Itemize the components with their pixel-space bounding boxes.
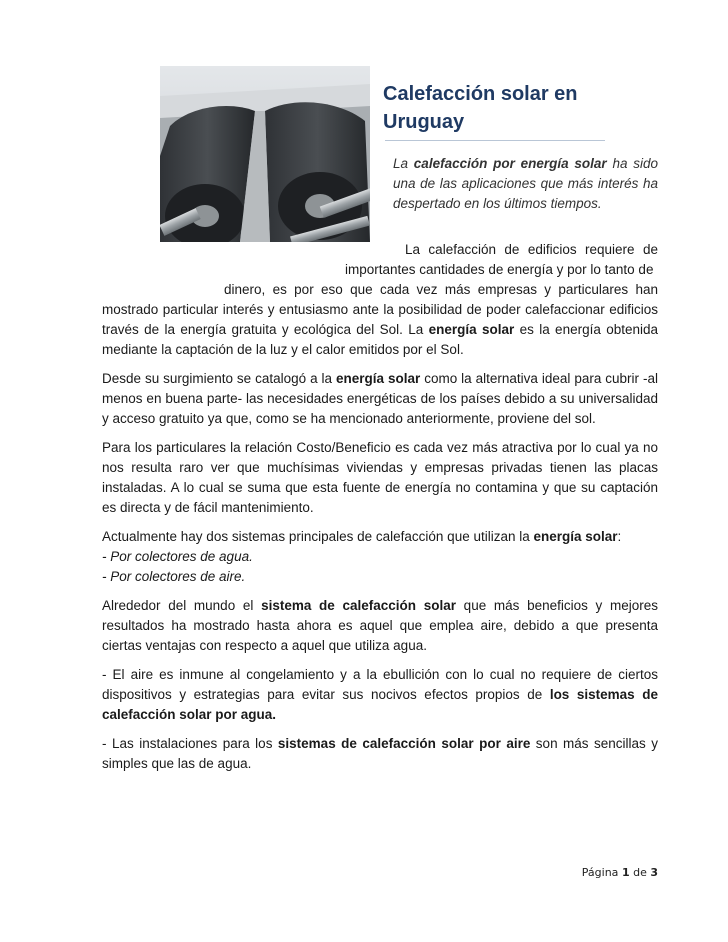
list-item: - Por colectores de agua. [102,549,253,564]
paragraph-1-first-line [345,240,658,280]
solar-collector-photo [160,66,370,242]
paragraph-2-bold: energía solar [336,371,421,386]
paragraph-6-bold: los sistemas de calefacción solar por agua. [102,687,658,722]
page-number [560,866,658,879]
paragraph-2-part-1: Desde su surgimiento se catalogó a la [102,371,337,386]
paragraph-4-bold: energía solar [533,529,618,544]
list-item: - Por colectores de aire. [102,569,246,584]
paragraph-4-part-2: : [617,529,622,544]
intro-prefix: La [393,156,414,171]
page-current: 1 [621,866,630,879]
paragraph-7-bold: sistemas de calefacción solar por aire [277,736,531,751]
paragraph-4-part-1: Actualmente hay dos sistemas principales de calefacción que utilizan la [102,529,534,544]
paragraph-6-part-1: - El aire es inmune al congelamiento y a la ebullición con lo cual no requiere de ciertos dispositivos y estrategias para evitar sus nocivos efectos propios de [102,667,658,702]
paragraph-1-bold: energía solar [428,322,515,337]
title-divider [385,140,605,141]
paragraph-2 [102,369,658,429]
paragraph-7 [102,734,658,774]
intro-suffix: ha sido una de las aplicaciones que más interés ha despertado en los últimos tiempos. [393,156,658,211]
paragraph-5-part-1: Alrededor del mundo el [102,598,262,613]
paragraph-1-body: dinero, es por eso que cada vez más empresas y particulares han mostrado particular interés y entusiasmo ante la posibilidad de poder calefaccionar edificios través de la energía gratuita y ecológica del Sol. La [102,282,658,337]
paragraph-1 [102,280,658,360]
paragraph-5-part-2: que más beneficios y mejores resultados ha mostrado hasta ahora es aquel que emplea aire, debido a que presenta ciertas ventajas con respecto a aquel que utiliza agua. [102,598,659,653]
page-label: Página [581,866,622,879]
paragraph-7-part-2: son más sencillas y simples que las de agua. [102,736,658,771]
paragraph-3 [102,438,658,518]
paragraph-1-tail: es la energía obtenida mediante la captación de la luz y el calor emitidos por el Sol. [102,322,658,357]
paragraph-4 [102,527,658,587]
paragraph-5 [102,596,658,656]
intro-paragraph [393,154,658,214]
title-line-2: Uruguay [383,111,465,133]
paragraph-6 [102,665,658,725]
page-total: 3 [650,866,658,879]
document-title [383,80,613,136]
page-separator: de [629,866,651,879]
paragraph-5-bold: sistema de calefacción solar [261,598,456,613]
intro-bold: calefacción por energía solar [413,156,607,171]
paragraph-3-text: Para los particulares la relación Costo/Beneficio es cada vez más atractiva por lo cual ya no nos resulta raro ver que muchísimas viviendas y empresas privadas tienen las placas instaladas. A lo cual se suma que esta fuente de energía no contamina y que su captación es directa y de fácil mantenimiento. [102,440,658,515]
paragraph-7-part-1: - Las instalaciones para los [102,736,278,751]
paragraph-2-part-2: como la alternativa ideal para cubrir -al menos en buena parte- las necesidades energéticas de los países debido a su universalidad y acceso gratuito ya que, como se ha mencionado anteriormente, proviene del sol. [102,371,658,426]
paragraph-1-opening: La calefacción de edificios requiere de importantes cantidades de energía y por lo tanto de [345,242,658,277]
title-line-1: Calefacción solar en [383,83,578,105]
